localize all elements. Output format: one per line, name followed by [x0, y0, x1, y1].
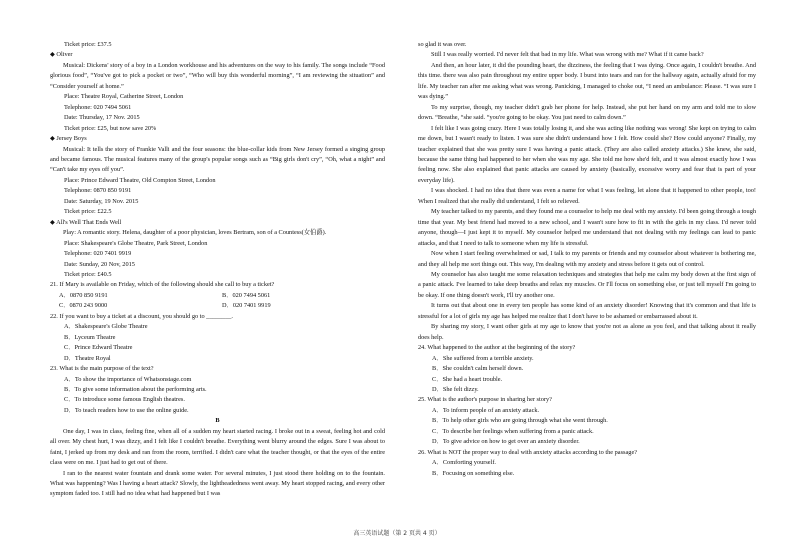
q22-option-a: A．Shakespeare's Globe Theatre [64, 323, 148, 331]
q21-options-row-1 [50, 291, 385, 301]
q24-option-b: B．She couldn't calm herself down. [432, 365, 524, 373]
q24-option-d: D．She felt dizzy. [432, 385, 479, 393]
q23-option-c: C．To introduce some famous English theatres. [64, 396, 185, 404]
show-detail: Date: Saturday, 19 Nov. 2015 [64, 197, 139, 205]
passage-b-paragraph: One day, I was in class, feeling fine, when all of a sudden my heart started racing. I broke out in a sweat, feeling hot and cold all over. My chest hurt, I was dizzy, and I felt like I couldn't breathe. Everything went blurry around the edges. Sure I was about to faint, I jerked up from my desk and ran from the room, terrified. I didn't care what the teacher thought, or that the eyes of the entire class were on me. I just had to get out of there. [50, 427, 385, 467]
passage-b-paragraph: I felt like I was going crazy. Here I was totally losing it, and she was acting like nothing was wrong! She kept on trying to calm me down, but I wasn't ready to listen. I was sure she didn't understand how I felt. How could she? How could anyone? Finally, my teacher explained that she was pretty sure I was having a panic attack. (They are also called anxiety attacks.) She knew, she said, because the same thing had happened to her when she was my age. She told me how she'd felt, and it was almost exactly how I was feeling now. She also explained that panic attacks are caused by anxiety (basically, excessive worry and fear that is part of your everyday life). [418, 124, 756, 184]
show-detail: Place: Theatre Royal, Catherine Street, London [64, 93, 184, 101]
passage-b-paragraph: I was shocked. I had no idea that there was even a name for what I was feeling, let alone that it happened to other people, too! When I realized that she really did understand, I felt so relieved. [418, 187, 756, 205]
q22-option-d: D．Theatre Royal [64, 354, 111, 362]
show-detail: Telephone: 0870 850 9191 [64, 187, 132, 195]
q25-option-c: C．To describe her feelings when suffering from a panic attack. [432, 427, 594, 435]
passage-b-paragraph: so glad it was over. [418, 41, 467, 48]
question-21: 21. If Mary is available on Friday, which of the following should she call to buy a ticket? [50, 281, 275, 289]
passage-b-paragraph: By sharing my story, I want other girls at my age to know that you're not as alone as you feel, and that talking about it really does help. [418, 323, 756, 341]
q21-option-d: D．020 7401 9919 [222, 302, 271, 310]
question-22: 22. If you want to buy a ticket at a discount, you should go to ________. [50, 312, 233, 320]
q21-option-c: C．0870 243 9000 [59, 302, 108, 310]
passage-b-paragraph: My teacher talked to my parents, and they found me a counselor to help me deal with my anxiety. I'd been going through a tough time that year. My best friend had moved to a new school, and I wasn't sure how to fit in with the girls in my class. I'd never told anyone, though—I just kept it to myself. My counselor helped me understand that not dealing with my feelings can lead to panic attacks, and that I need to talk to someone when my life is stressful. [418, 208, 756, 247]
q26-option-b: B．Focusing on something else. [432, 469, 515, 477]
passage-b-paragraph: To my surprise, though, my teacher didn't grab her phone for help. Instead, she put her hand on my arm and told me to slow down. “Breathe, “she said. “you're going to be okay. You just need to calm down.” [418, 103, 756, 122]
show-detail: Place: Shakespeare's Globe Theatre, Park Street, London [64, 239, 208, 247]
left-column [50, 40, 385, 500]
show-detail: Ticket price: £22.5 [64, 208, 112, 216]
q23-option-d: D．To teach readers how to use the online guide. [64, 406, 189, 414]
show-detail: Ticket price: £40.5 [64, 270, 112, 278]
show-detail: Telephone: 020 7401 9919 [64, 250, 132, 258]
question-25: 25. What is the author's purpose in sharing her story? [418, 396, 552, 404]
passage-b-paragraph: Still I was really worried. I'd never felt that bad in my life. What was wrong with me? What if it came back? [431, 51, 704, 59]
q26-option-a: A．Comforting yourself. [432, 459, 497, 467]
passage-b-paragraph: It turns out that about one in every ten people has some kind of an anxiety disorder! Knowing that it's common and that life is stressful for a lot of girls my age has helped me realize that I don't have to be ashamed or embarrassed about it. [418, 302, 756, 320]
passage-b-paragraph: Now when I start feeling overwhelmed or sad, I talk to my parents or friends and my counselor about whatever is bothering me, and they all help me sort things out. This way, I'm dealing with my anxiety and stress before it gets out of control. [418, 250, 756, 268]
q24-option-c: C．She had a heart trouble. [432, 375, 503, 383]
q23-option-b: B．To give some information about the performing arts. [64, 385, 207, 393]
passage-b-paragraph: I ran to the nearest water fountain and drank some water. For several minutes, I just stood there holding on to the fountain. What was happening? Was I having a heart attack? Slowly, the lightheadedness went away. My heart stopped racing, and every other symptom faded too. I still had no idea what had happened but I was [50, 469, 385, 498]
q22-option-b: B．Lyceum Theatre [64, 333, 116, 341]
show-detail: Musical: It tells the story of Frankie Valli and the four seasons: the blue-collar kids from New Jersey formed a singing group and became famous. The musical features many of the group's popular songs such as “Big girls don't cry”, “Oh, what a night” and “Can't take my eyes off you”. [50, 145, 385, 174]
section-b-heading: B [215, 417, 220, 425]
show-detail: Date: Sunday, 20 Nov, 2015 [64, 260, 135, 268]
show-detail: Telephone: 020 7494 5061 [64, 103, 132, 111]
q21-options-row-2 [50, 301, 385, 311]
show-heading: ◆ Oliver [50, 51, 73, 59]
q21-option-b: B．020 7494 5061 [222, 291, 271, 299]
right-column [418, 40, 756, 479]
question-24: 24. What happened to the author at the beginning of the story? [418, 344, 576, 352]
q25-option-b: B．To help other girls who are going through what she went through. [432, 417, 608, 425]
show-detail: Place: Prince Edward Theatre, Old Compton Street, London [64, 176, 216, 184]
show-detail: Date: Thursday, 17 Nov. 2015 [64, 114, 140, 122]
show-detail: Ticket price: £37.5 [64, 41, 112, 48]
passage-a-continued [50, 40, 385, 280]
show-heading: ◆ All's Well That Ends Well [50, 218, 122, 226]
show-detail: Play: A romantic story. Helena, daughter of a poor physician, loves Bertram, son of a Countess(女伯爵). [63, 229, 327, 237]
show-detail: Ticket price: £25, but now save 20% [64, 124, 157, 132]
passage-b-paragraph: My counselor has also taught me some relaxation techniques and strategies that help me calm my body down at the first sign of a panic attack. I've learned to take deep breaths and relax my muscles. Or I'll focus on something else, or just tell myself I'm going to be okay. If one thing doesn't work, I'll try another one. [418, 270, 756, 299]
show-heading: ◆ Jersey Boys [50, 135, 87, 143]
q25-option-a: A．To inform people of an anxiety attack. [432, 406, 540, 414]
question-23: 23. What is the main purpose of the text? [50, 365, 154, 373]
q22-option-c: C．Prince Edward Theatre [64, 344, 133, 352]
page-footer: 高三英语试题（第 2 页共 4 页） [353, 530, 441, 537]
passage-b-paragraph: And then, an hour later, it did the pounding heart, the dizziness, the feeling that I was dying. Once again, I couldn't breathe. And this time. there was also pain throughout my entire upper body. I burst into tears and ran for the hallway again, actually afraid for my life. My teacher ran after me asking what was wrong. Panicking, I managed to choke out, “I need an ambulance: Please. “I was sure I was dying.” [418, 61, 756, 101]
q24-option-a: A．She suffered from a terrible anxiety. [432, 354, 534, 362]
q21-option-a: A．0870 850 9191 [59, 291, 108, 299]
q23-option-a: A．To show the importance of Whatsonstage.com [64, 375, 192, 383]
q25-option-d: D．To give advice on how to get over an anxiety disorder. [432, 438, 580, 446]
show-detail: Musical: Dickens' story of a boy in a London workhouse and his adventures on the way to his family. The songs include “Food glorious food”, “You've got to pick a pocket or two”, “Who will buy this wonderful morning”, “I am reviewing the situation” and “Consider yourself at home.” [50, 61, 385, 90]
question-26: 26. What is NOT the proper way to deal with anxiety attacks according to the passage? [418, 448, 638, 456]
